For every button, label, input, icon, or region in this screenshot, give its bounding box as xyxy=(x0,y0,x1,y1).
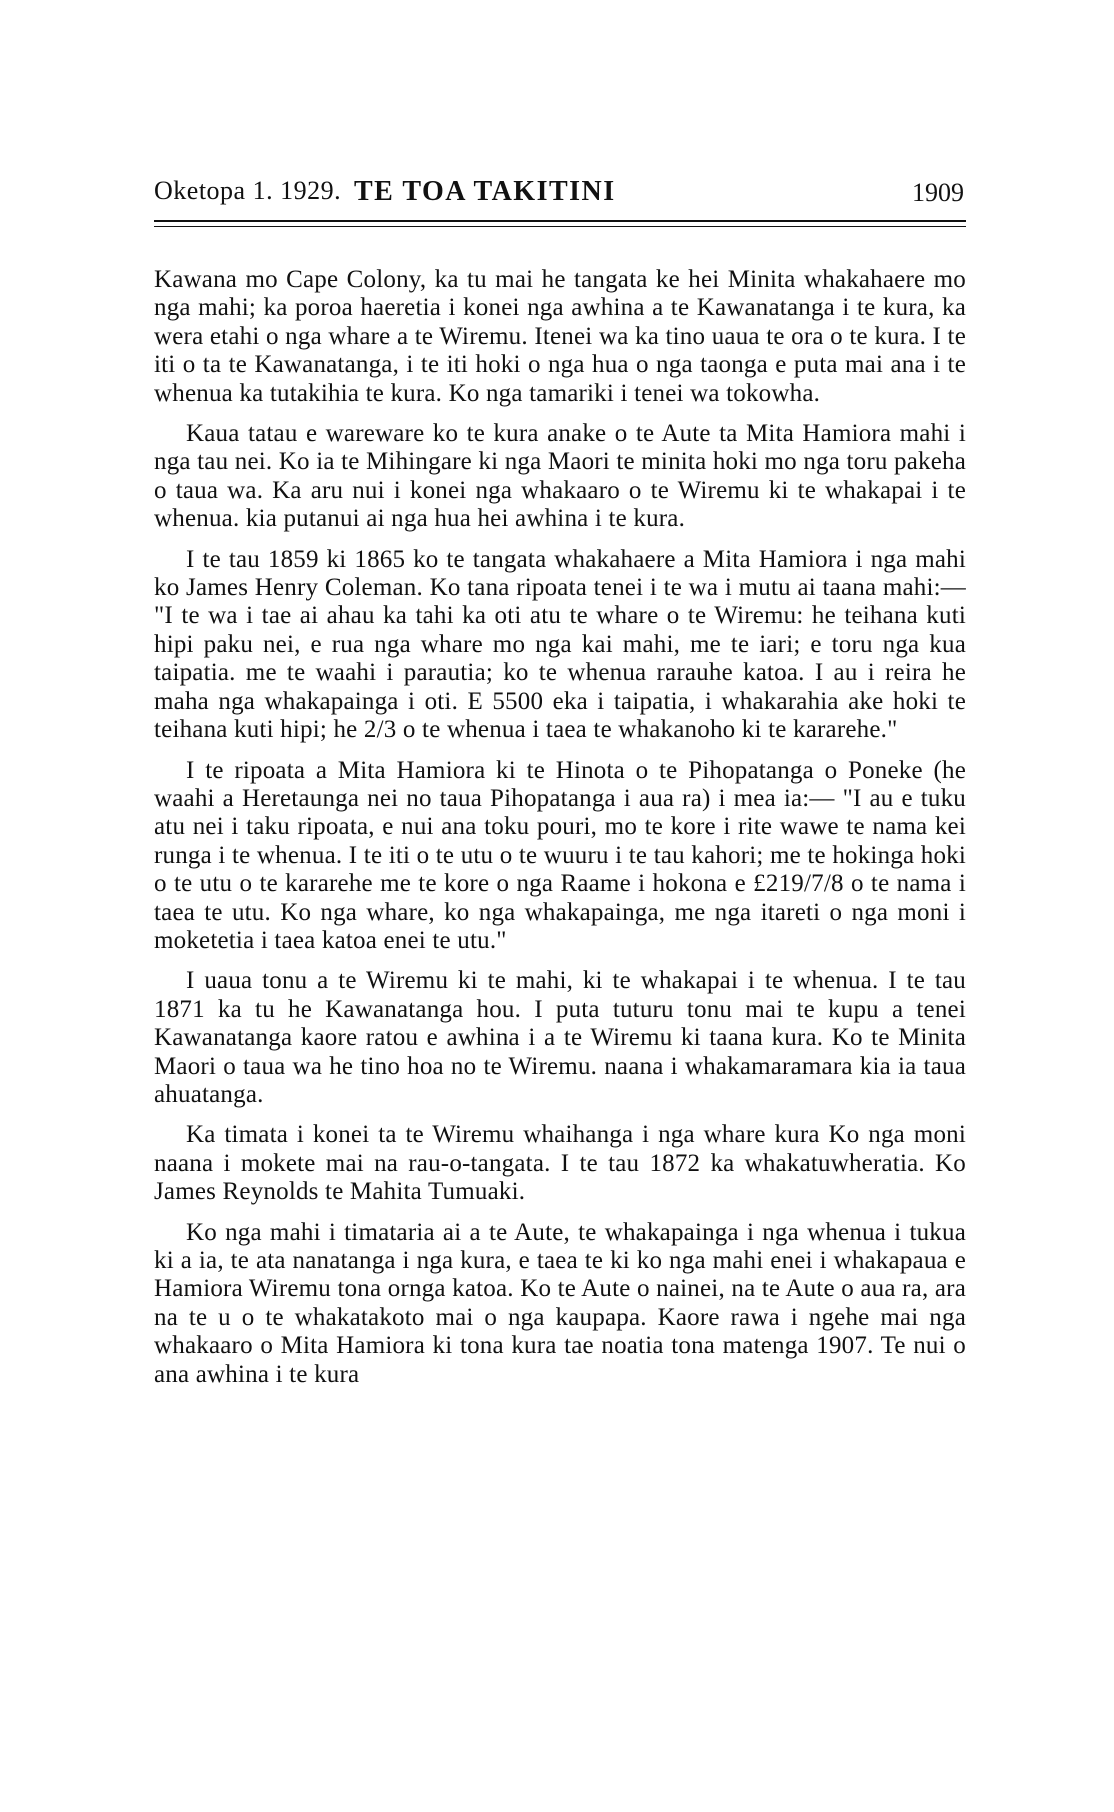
paragraph-5: I uaua tonu a te Wiremu ki te mahi, ki te whakapai i te whenua. I te tau 1871 ka tu he Kawanatanga hou. I puta tuturu tonu mai te kupu a tenei Kawanatanga kaore ratou e awhina i a te Wiremu ki taana kura. Ko te Minita Maori o taua wa he tino hoa no te Wiremu. naana i whakamaramara kia ia taua ahuatanga. xyxy=(154,967,966,1108)
paragraph-2: Kaua tatau e wareware ko te kura anake o te Aute ta Mita Hamiora mahi i nga tau nei. Ko ia te Mihingare ki nga Maori te minita hoki mo nga toru pakeha o taua wa. Ka aru nui i konei nga whakaaro o te Wiremu ki te whakapai i te whenua. kia putanui ai nga hua hei awhina i te kura. xyxy=(154,420,966,533)
paragraph-3: I te tau 1859 ki 1865 ko te tangata whakahaere a Mita Hamiora i nga mahi ko James Henry Coleman. Ko tana ripoata tenei i te wa i mutu ai taana mahi:— "I te wa i tae ai ahau ka tahi ka oti atu te whare o te Wiremu: he teihana kuti hipi paku nei, e rua nga whare mo nga kai mahi, me te iari; e toru nga kua taipatia. me te waahi i parautia; ko te whenua rarauhe katoa. I au i reira he maha nga whakapainga i oti. E 5500 eka i taipatia, i whakarahia ake hoki te teihana kuti hipi; he 2/3 o te whenua i taea te whakanoho ki te kararehe." xyxy=(154,545,966,744)
paragraph-1: Kawana mo Cape Colony, ka tu mai he tangata ke hei Minita whakahaere mo nga mahi; ka poroa haeretia i konei nga awhina a te Kawanatanga i te kura, ka wera etahi o nga whare a te Wiremu. Itenei wa ka tino uaua te ora o te kura. I te iti o ta te Kawanatanga, i te iti hoki o nga hua o nga taonga e puta mai ana i te whenua ka tutakihia te kura. Ko nga tamariki i tenei wa tokowha. xyxy=(154,266,966,407)
header-title: TE TOA TAKITINI xyxy=(354,176,616,207)
page-header xyxy=(154,176,964,216)
article-body xyxy=(154,266,966,1401)
paragraph-6: Ka timata i konei ta te Wiremu whaihanga i nga whare kura Ko nga moni naana i mokete mai na rau-o-tangata. I te tau 1872 ka whakatuwheratia. Ko James Reynolds te Mahita Tumuaki. xyxy=(154,1121,966,1206)
paragraph-7: Ko nga mahi i timataria ai a te Aute, te whakapainga i nga whenua i tukua ki a ia, te ata nanatanga i nga kura, e taea te ki ko nga mahi enei i whakapaua e Hamiora Wiremu tona ornga katoa. Ko te Aute o nainei, na te Aute o aua ra, ara na te u o te whakatakoto mai o nga kaupapa. Kaore rawa i ngehe mai nga whakaaro o Mita Hamiora ki tona kura tae noatia tona matenga 1907. Te nui o ana awhina i te kura xyxy=(154,1218,966,1388)
paragraph-4: I te ripoata a Mita Hamiora ki te Hinota o te Pihopatanga o Poneke (he waahi a Heretaunga nei no taua Pihopatanga i aua ra) i mea ia:— "I au e tuku atu nei i taku ripoata, e nui ana toku pouri, mo te kore i rite wawe te nama kei runga i te whenua. I te iti o te utu o te wuuru i te tau kahori; me te hokinga hoki o te utu o te kararehe me te kore o nga Raame i hokona e £219/7/8 o te nama i taea te utu. Ko nga whare, ko nga whakapainga, me nga itareti o nga moni i moketetia i taea katoa enei te utu." xyxy=(154,756,966,954)
header-date: Oketopa 1. 1929. xyxy=(154,176,342,205)
header-rule-thin xyxy=(154,226,966,227)
header-rule-thick xyxy=(154,220,966,222)
header-page-number: 1909 xyxy=(912,178,964,207)
